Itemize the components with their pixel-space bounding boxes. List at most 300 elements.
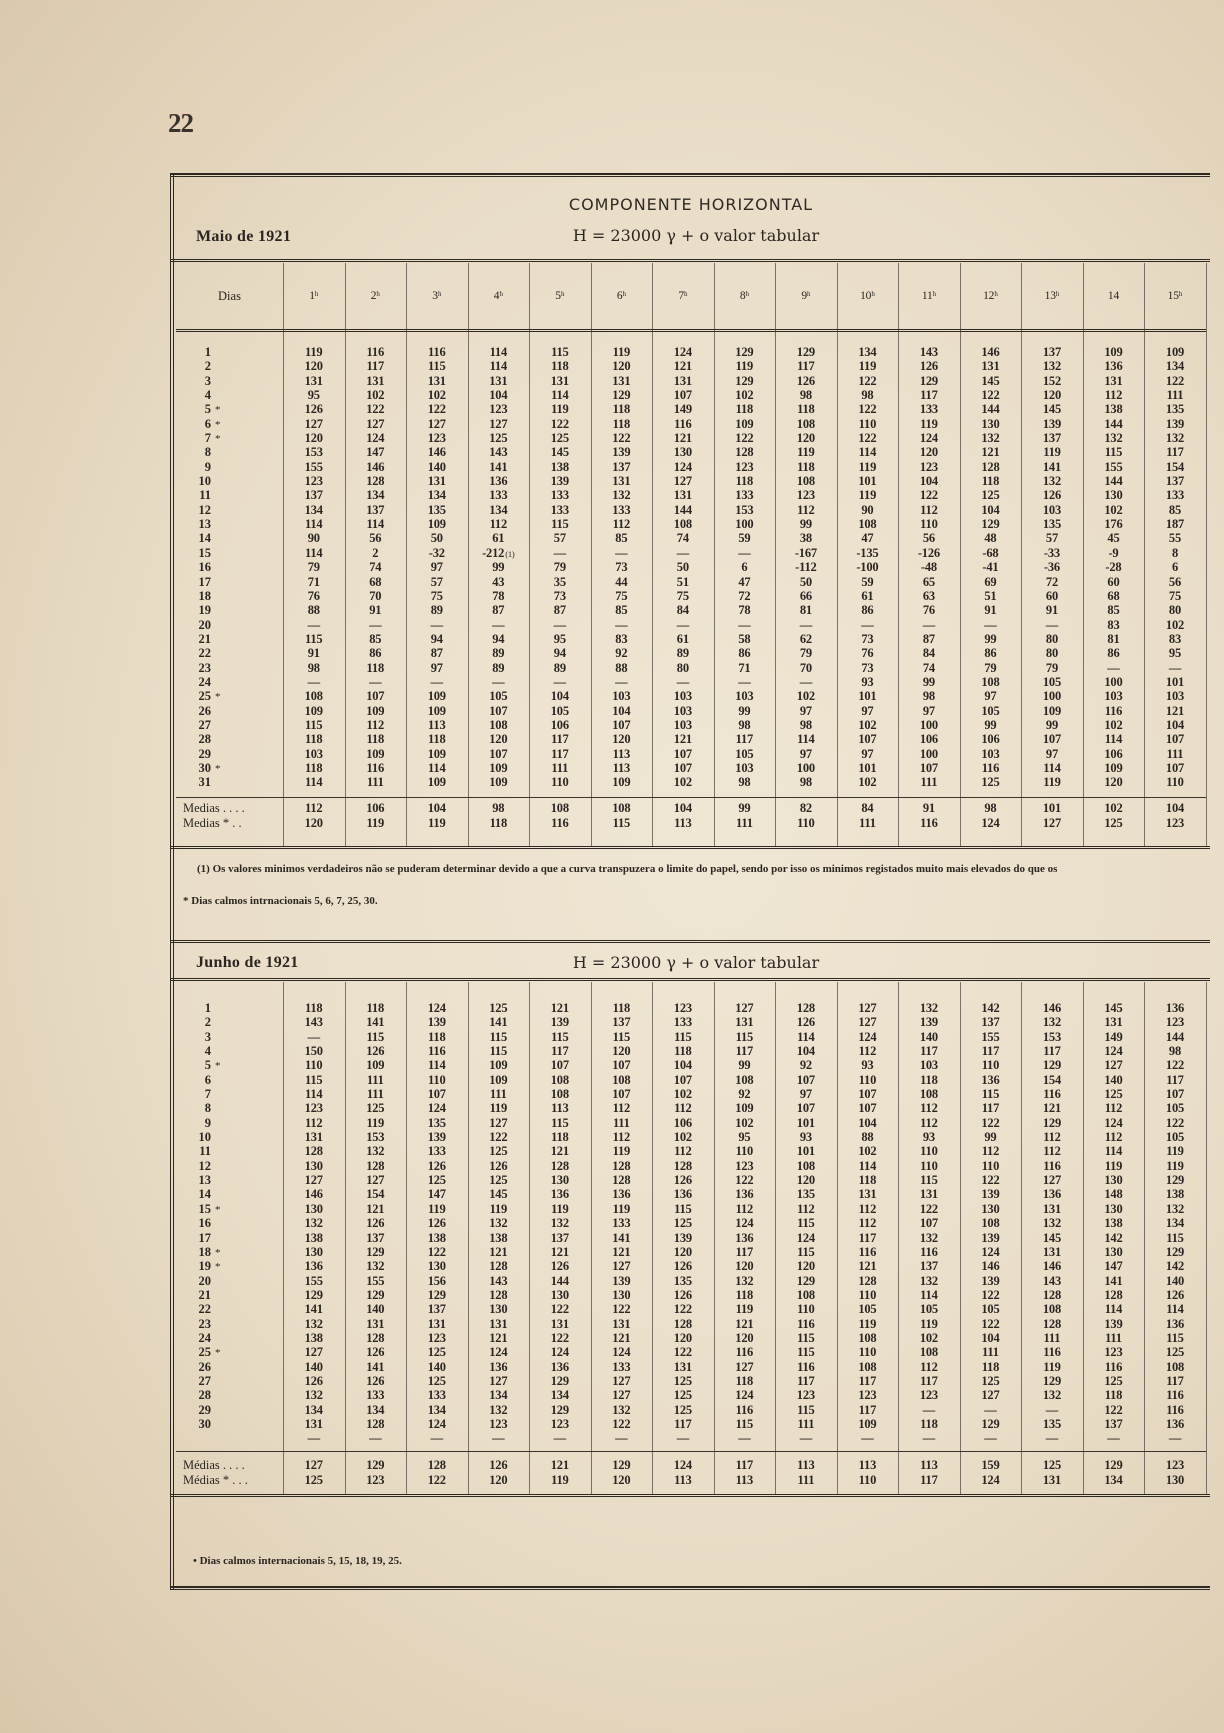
value-cell: 112 [305,801,323,815]
day-number: 21 [198,631,211,646]
table-row [176,1274,1206,1288]
value-cell: 97 [799,746,812,761]
value-cell: 102 [735,388,754,403]
value-cell: 128 [366,1158,385,1173]
value-cell: 105 [1165,1101,1185,1116]
value-cell: 130 [489,1302,508,1317]
value-cell: 116 [735,1402,754,1417]
value-cell: 125 [550,431,569,446]
value-cell: 56 [922,531,935,546]
value-cell: 110 [858,416,877,431]
value-cell: 120 [919,445,938,460]
value-cell: 98 [984,801,997,815]
value-cell: 106 [919,732,938,747]
value-cell: 117 [674,1416,692,1431]
value-cell: — [1045,617,1059,632]
column-rule [898,982,899,1494]
value-cell: 89 [430,603,443,618]
value-cell: — [492,617,505,632]
value-cell: 114 [1104,732,1123,747]
day-cell [176,1302,283,1316]
value-cell: 43 [492,574,505,589]
value-cell: 74 [369,560,382,575]
value-cell: 83 [615,631,628,646]
value-cell: 105 [1042,674,1062,689]
value-cell: 63 [922,588,935,603]
value-cell: 97 [430,560,443,575]
value-cell: 126 [304,402,323,417]
value-cell: 109 [427,703,446,718]
day-cell [176,1001,283,1015]
value-cell: 123 [796,1388,815,1403]
value-cell: 115 [305,717,323,732]
value-cell: 128 [673,1316,692,1331]
value-cell: 102 [1165,617,1185,632]
value-cell: 118 [981,474,1000,489]
section-top-rule [170,940,1210,943]
value-cell: 145 [489,1187,508,1202]
value-cell: — [369,617,382,632]
value-cell: 134 [427,488,446,503]
day-number: 6 [204,1072,211,1087]
value-cell: 114 [858,1158,877,1173]
day-number: 25 [198,1345,211,1360]
value-cell: 74 [676,531,689,546]
value-cell: 131 [673,1359,692,1374]
value-cell: 75 [430,588,443,603]
value-cell: 95 [1168,646,1182,661]
value-cell: 112 [920,1359,938,1374]
value-cell: 125 [304,1473,323,1487]
value-cell: 124 [735,1388,754,1403]
day-cell [176,589,283,603]
value-cell: 72 [738,588,751,603]
calm-day-mark: * [215,1261,221,1274]
value-cell: — [922,617,936,632]
value-cell: 127 [735,1359,754,1374]
day-number: 29 [198,1402,211,1417]
value-cell: — [676,1431,689,1446]
value-cell: 114 [1104,1144,1123,1159]
value-cell: 104 [981,502,1000,517]
value-cell: 115 [920,1173,938,1188]
value-cell: 107 [1165,1087,1185,1102]
value-cell: 142 [1165,1259,1185,1274]
value-cell: 131 [735,1015,754,1030]
value-cell: 129 [366,1244,385,1259]
value-cell: — [1045,1431,1059,1446]
table-row [176,1144,1206,1158]
value-cell: 133 [735,488,754,503]
value-cell: 118 [366,732,384,747]
value-cell: 141 [366,1015,385,1030]
value-cell: 110 [858,1072,877,1087]
value-cell: 111 [859,816,876,830]
value-cell: 128 [1042,1316,1062,1331]
value-cell: 79 [984,660,997,675]
value-cell: 101 [858,760,877,775]
value-cell: 120 [489,732,508,747]
value-cell: 118 [858,1173,877,1188]
value-cell: 122 [858,402,877,417]
value-cell: 116 [797,1359,815,1374]
value-cell: 114 [305,517,323,532]
value-cell: 137 [550,1230,569,1245]
value-cell: 130 [550,1173,569,1188]
value-cell: 118 [366,660,384,675]
value-cell: 125 [981,488,1000,503]
value-cell: 144 [981,402,1000,417]
value-cell: 131 [673,373,692,388]
value-cell: 123 [427,431,446,446]
value-cell: 117 [920,388,938,403]
value-cell: 114 [305,1087,323,1102]
value-cell: 123 [1165,1458,1185,1472]
value-cell: 131 [919,1187,938,1202]
value-cell: 117 [735,1044,754,1059]
value-cell: 59 [738,531,751,546]
value-cell: 136 [1165,1416,1185,1431]
column-rule [591,263,592,846]
value-cell: 118 [612,402,631,417]
value-cell: — [922,1431,936,1446]
column-rule [837,263,838,846]
value-cell: 102 [1104,717,1123,732]
value-cell: 116 [1043,1087,1061,1102]
value-cell: 114 [305,775,323,790]
value-cell: 86 [984,646,997,661]
column-rule [406,263,407,846]
table-row [176,1302,1206,1316]
value-cell: 104 [673,801,692,815]
value-cell: 113 [674,816,692,830]
value-cell: 119 [489,1101,508,1116]
value-cell: 139 [612,445,631,460]
value-cell: 135 [796,1187,815,1202]
value-cell: 128 [366,1416,385,1431]
day-cell [176,661,283,675]
value-cell: 152 [1042,373,1062,388]
value-cell: 87 [922,631,935,646]
value-cell: -126 [917,545,940,560]
value-cell: 122 [1165,1115,1185,1130]
value-cell: — [1168,660,1182,675]
value-cell: 103 [735,760,754,775]
value-cell: 121 [489,1244,508,1259]
table-averages [176,801,1206,831]
value-cell: 129 [796,345,815,359]
value-cell: 110 [858,1345,877,1360]
value-cell: — [553,1431,566,1446]
value-cell: 131 [304,373,323,388]
value-cell: — [369,674,382,689]
value-cell: 110 [920,517,938,532]
value-cell: 112 [735,1201,754,1216]
value-cell: 57 [553,531,566,546]
day-number: 12 [198,502,211,517]
value-cell: 129 [427,1287,446,1302]
table-row [176,1345,1206,1359]
value-cell: 107 [919,760,938,775]
table-row [176,546,1206,560]
value-cell: 119 [551,1201,569,1216]
value-cell: 130 [612,1287,631,1302]
value-cell: 127 [366,416,385,431]
value-cell: 116 [1166,1388,1184,1403]
value-cell: 136 [550,1187,569,1202]
day-number: 10 [198,1130,211,1145]
calm-day-mark: * [215,1060,221,1073]
value-cell: -32 [428,545,445,560]
table-row [176,1159,1206,1173]
value-cell: 132 [612,488,631,503]
value-cell: 105 [1165,1130,1185,1145]
value-cell: 115 [674,1201,692,1216]
table-row [176,1030,1206,1044]
value-cell: 87 [430,646,443,661]
value-cell: 146 [1042,1001,1062,1015]
value-cell: — [307,674,320,689]
value-cell: 124 [612,1345,631,1360]
value-cell: 125 [1042,1458,1062,1472]
value-cell: 118 [612,416,631,431]
day-number: 13 [198,517,211,532]
value-cell: — [984,1431,997,1446]
value-cell: 112 [1043,1144,1061,1159]
value-cell: 153 [735,502,754,517]
day-cell [176,1116,283,1130]
value-cell: 106 [673,1115,692,1130]
value-cell: 122 [427,1244,446,1259]
table-maio [176,263,1206,846]
value-cell: 126 [796,373,815,388]
value-cell: 114 [489,359,508,374]
value-cell: 129 [550,1402,569,1417]
value-cell: 114 [366,517,384,532]
value-cell: 99 [922,674,935,689]
value-cell: 145 [981,373,1000,388]
value-cell: 133 [612,1216,631,1231]
value-cell: 123 [858,1388,877,1403]
value-cell: 101 [1042,801,1062,815]
value-cell: 48 [984,531,997,546]
value-cell: 47 [861,531,874,546]
day-cell [176,388,283,402]
value-cell: 73 [861,631,874,646]
value-cell: 129 [1042,1373,1062,1388]
value-cell: 122 [735,431,754,446]
value-cell: 82 [799,801,812,815]
day-cell [176,632,283,646]
value-cell: 99 [738,1058,751,1073]
value-cell: 127 [304,1458,323,1472]
value-cell: 118 [920,1072,938,1087]
value-cell: 47 [738,574,751,589]
value-cell: 98 [799,775,812,790]
table-row [176,1173,1206,1187]
value-cell: 136 [304,1259,323,1274]
value-cell: 124 [1104,1044,1123,1059]
table-row [176,761,1206,775]
table-row [176,646,1206,660]
averages-row [176,1473,1206,1488]
table-row [176,618,1206,632]
value-cell: 97 [1045,746,1058,761]
footnote: * Dias calmos intrnacionais 5, 6, 7, 25, 30. [183,895,378,907]
value-cell: 143 [304,1015,323,1030]
value-cell: 140 [366,1302,385,1317]
value-cell: 102 [673,775,692,790]
frame-left-rule [170,173,174,1590]
table-row [176,732,1206,746]
value-cell: 123 [489,1416,508,1431]
value-cell: 139 [981,1230,1000,1245]
value-cell: — [1045,1402,1059,1417]
value-cell: 124 [550,1345,569,1360]
day-number: 3 [204,373,211,388]
value-cell: 137 [1104,1416,1123,1431]
value-cell: — [1107,1431,1120,1446]
value-cell: 131 [673,488,692,503]
value-cell: 71 [307,574,320,589]
value-cell: 126 [796,1015,815,1030]
value-cell: 121 [1165,703,1185,718]
value-cell: 97 [799,703,812,718]
value-cell: 107 [673,1072,692,1087]
value-cell: 159 [981,1458,1000,1472]
day-number: 30 [198,1416,211,1431]
value-cell: 103 [673,717,692,732]
value-cell: 146 [981,345,1000,359]
table-row [176,1317,1206,1331]
value-cell: 105 [735,746,754,761]
value-cell: -36 [1043,560,1060,575]
value-cell: 122 [673,1345,692,1360]
value-cell: 99 [738,703,751,718]
value-cell: 108 [796,416,815,431]
value-cell: 132 [304,1316,323,1331]
value-cell: 107 [673,388,692,403]
value-cell: 145 [1042,1230,1062,1245]
value-cell: 126 [550,1259,569,1274]
value-cell: 80 [1045,646,1058,661]
value-cell: 135 [427,1115,446,1130]
value-cell: 101 [858,689,877,704]
value-cell [468,546,530,560]
value-cell: 128 [366,1330,385,1345]
value-cell: 127 [981,1388,1000,1403]
value-cell: 60 [1045,588,1058,603]
value-cell: 119 [612,345,631,359]
table-row [176,1374,1206,1388]
value-cell: 127 [304,1173,323,1188]
value-cell: 127 [366,1173,385,1188]
value-cell: 107 [858,732,877,747]
value-cell: 131 [366,1316,385,1331]
value-cell: 142 [981,1001,1000,1015]
value-cell: — [676,545,689,560]
table-row [176,1388,1206,1402]
day-cell [176,1073,283,1087]
column-header-hour: 15ʰ [1167,290,1183,302]
value-cell: 110 [305,1058,323,1073]
value-cell: 137 [919,1259,938,1274]
day-cell [176,374,283,388]
day-cell [176,761,283,775]
value-cell: 132 [735,1273,754,1288]
value-cell: — [984,1402,997,1417]
value-cell: 132 [612,1402,631,1417]
value-cell: 109 [427,517,446,532]
value-cell: 122 [919,488,938,503]
column-rule [1021,263,1022,846]
day-cell [176,460,283,474]
value-cell: -112 [795,560,817,575]
value-cell: — [861,1431,874,1446]
column-header-hour: 9ʰ [801,290,811,302]
value-cell: 109 [489,760,508,775]
value-cell: — [553,674,566,689]
value-cell: 125 [489,1001,508,1015]
day-number: 18 [198,1244,211,1259]
value-cell: 124 [858,1029,877,1044]
value-cell: 124 [489,1345,508,1360]
value-cell: 109 [366,1058,385,1073]
frame-top-rule [170,173,1210,177]
value-cell: — [492,1431,505,1446]
column-rule [1206,982,1207,1494]
value-cell: 123 [919,459,938,474]
value-cell: 136 [1165,1001,1185,1015]
value-cell: 112 [797,1201,815,1216]
value-cell: 88 [615,660,628,675]
value-cell: 107 [612,1087,631,1102]
value-cell: 117 [735,1458,754,1472]
value-cell: 108 [796,1287,815,1302]
value-cell: 116 [428,345,446,359]
value-cell: 118 [551,1130,569,1145]
value-cell: 99 [984,1130,997,1145]
value-cell: 118 [797,402,815,417]
value-cell: 117 [858,1402,877,1417]
day-cell [176,1245,283,1259]
value-cell: — [738,674,751,689]
table-averages [176,1458,1206,1488]
value-cell: 128 [735,445,754,460]
value-cell: 127 [489,1115,508,1130]
day-number: 19 [198,1259,211,1274]
value-cell: 123 [1165,816,1185,830]
value-cell: 133 [427,1388,446,1403]
value-cell: 102 [858,775,877,790]
value-cell: 105 [919,1302,938,1317]
table-row [176,1044,1206,1058]
frame-bottom-rule [170,1586,1210,1590]
value-cell: 119 [551,402,569,417]
value-cell: 78 [738,603,751,618]
value-cell: 130 [304,1201,323,1216]
value-cell: 111 [366,1072,384,1087]
value-cell: 120 [489,1473,508,1487]
column-header-hour: 13ʰ [1044,290,1060,302]
value-cell: 127 [1104,1058,1123,1073]
column-rule [960,982,961,1494]
value-cell: 119 [366,1115,384,1130]
value-cell: 109 [1042,703,1062,718]
value-cell: 131 [1042,1201,1062,1216]
value-cell: 86 [861,603,874,618]
value-cell: 132 [1042,1015,1062,1030]
